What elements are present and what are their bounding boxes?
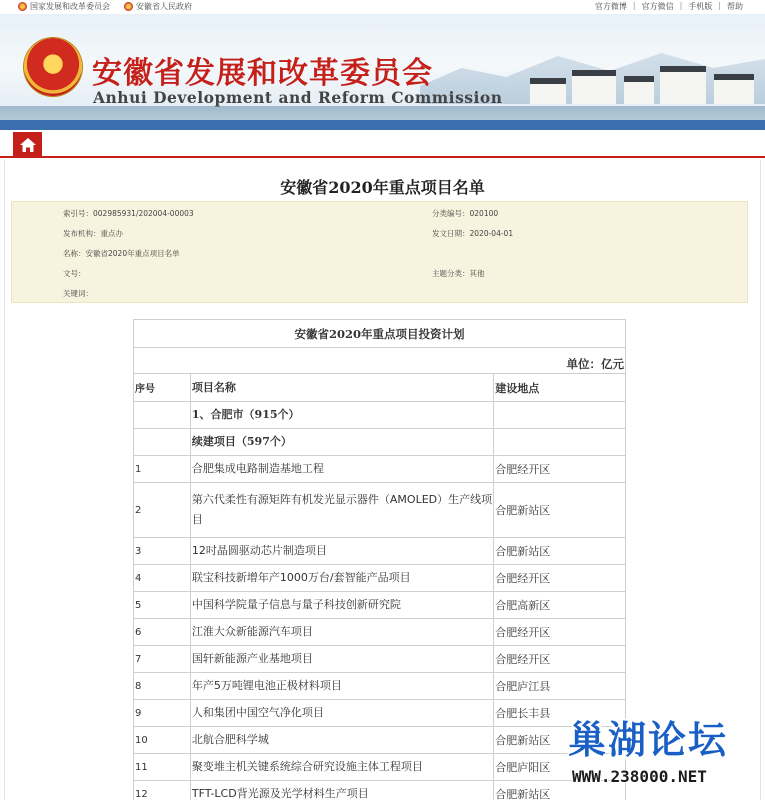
table-row: 7 国轩新能源产业基地项目 合肥经开区	[134, 646, 626, 673]
document-title: 安徽省2020年重点项目名单	[280, 178, 485, 197]
meta-keywords: 关键词：	[63, 289, 93, 298]
emblem-icon	[18, 2, 27, 11]
link-weibo[interactable]: 官方微博	[594, 2, 627, 11]
watermark-text: 巢湖论坛	[568, 718, 729, 762]
header-location: 建设地点	[494, 374, 626, 402]
document-meta	[11, 201, 748, 303]
meta-category: 分类编号：020100	[432, 209, 499, 218]
site-title[interactable]: 安徽省发展和改革委员会	[92, 56, 433, 91]
home-icon	[20, 138, 36, 152]
subsection-row	[134, 429, 626, 456]
link-help[interactable]: 帮助	[727, 2, 743, 11]
table-header-row	[134, 374, 626, 402]
link-wechat[interactable]: 官方微信	[641, 2, 674, 11]
separator: |	[679, 1, 683, 10]
table-row: 9 人和集团中国空气净化项目 合肥长丰县	[134, 700, 626, 727]
emblem-icon	[124, 2, 133, 11]
site-subtitle: Anhui Development and Reform Commission	[93, 88, 503, 107]
separator: |	[632, 1, 636, 10]
meta-name: 名称：安徽省2020年重点项目名单	[63, 249, 180, 258]
table-title-row	[134, 320, 626, 348]
table-row: 2 第六代柔性有源矩阵有机发光显示器件（AMOLED）生产线项目 合肥新站区	[134, 483, 626, 538]
meta-date: 发文日期：2020-04-01	[432, 229, 514, 238]
home-button[interactable]	[13, 132, 42, 158]
link-mobile[interactable]: 手机版	[688, 2, 713, 11]
project-table	[133, 319, 626, 800]
meta-docno: 文号：	[63, 269, 86, 278]
link-anhui-gov[interactable]: 安徽省人民政府	[124, 1, 192, 12]
table-row: 3 12吋晶圆驱动芯片制造项目 合肥新站区	[134, 538, 626, 565]
banner-bottom-bar	[0, 120, 765, 130]
section-row	[134, 402, 626, 429]
nav-bar	[0, 130, 765, 158]
table-title: 安徽省2020年重点项目投资计划	[134, 320, 626, 348]
watermark-url: WWW.238000.NET	[572, 767, 707, 786]
table-row: 1 合肥集成电路制造基地工程 合肥经开区	[134, 456, 626, 483]
table-row: 8 年产5万吨锂电池正极材料项目 合肥庐江县	[134, 673, 626, 700]
subsection-label: 续建项目（597个）	[190, 429, 493, 456]
national-emblem-icon: ★	[24, 38, 82, 96]
header-banner	[0, 14, 765, 130]
separator: |	[718, 1, 721, 10]
banner-houses	[520, 64, 765, 110]
table-unit-row	[134, 348, 626, 374]
meta-index: 索引号：002985931/202004-00003	[63, 209, 194, 218]
table-row: 12 TFT-LCD背光源及光学材料生产项目 合肥新站区	[134, 781, 626, 800]
section-label: 1、合肥市（915个）	[190, 402, 493, 429]
meta-topic: 主题分类：其他	[432, 269, 485, 278]
top-bar	[0, 0, 765, 14]
table-row: 5 中国科学院量子信息与量子科技创新研究院 合肥高新区	[134, 592, 626, 619]
table-row: 6 江淮大众新能源汽车项目 合肥经开区	[134, 619, 626, 646]
meta-publisher: 发布机构：重点办	[63, 229, 123, 238]
header-no: 序号	[134, 374, 191, 402]
table-row: 4 联宝科技新增年产1000万台/套智能产品项目 合肥经开区	[134, 565, 626, 592]
link-national-drc[interactable]: 国家发展和改革委员会	[18, 1, 110, 12]
table-row: 10 北航合肥科学城 合肥新站区	[134, 727, 626, 754]
table-row: 11 聚变堆主机关键系统综合研究设施主体工程项目 合肥庐阳区	[134, 754, 626, 781]
forum-watermark	[568, 709, 758, 797]
table-unit: 单位：亿元	[134, 348, 626, 374]
header-name: 项目名称	[190, 374, 493, 402]
